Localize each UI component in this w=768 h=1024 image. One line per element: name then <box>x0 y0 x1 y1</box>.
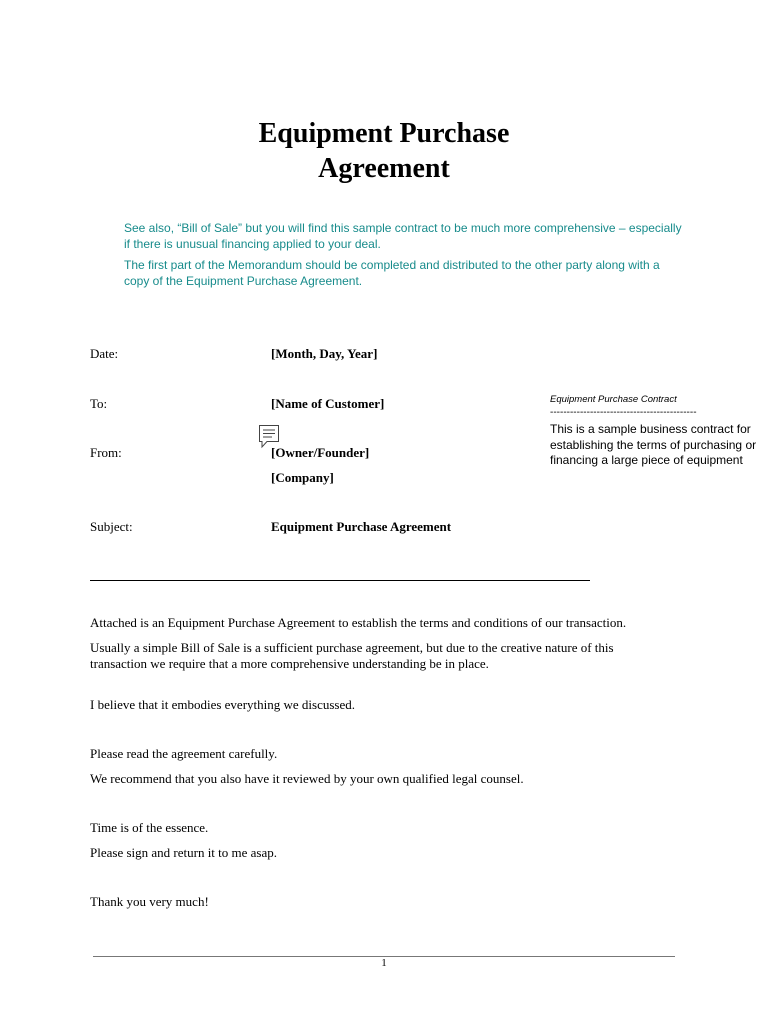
title-line-1: Equipment Purchase <box>258 118 510 149</box>
document-title <box>0 116 768 186</box>
sidebar-description: This is a sample business contract for establishing the terms of purchasing or financing a large piece of equipment <box>550 422 757 467</box>
body-paragraph-5: We recommend that you also have it reviewed by your own qualified legal counsel. <box>90 771 524 786</box>
body-paragraph-7: Please sign and return it to me asap. <box>90 845 278 860</box>
instruction-note-1: See also, “Bill of Sale” but you will find this sample contract to be much more comprehensive – especially if there is unusual financing applied to your deal. <box>124 221 682 251</box>
body-paragraph-3: I believe that it embodies everything we discussed. <box>90 697 355 712</box>
date-label: Date: <box>90 346 119 361</box>
to-value: [Name of Customer] <box>271 396 385 411</box>
body-paragraph-1: Attached is an Equipment Purchase Agreement to establish the terms and conditions of our transaction. <box>90 615 627 630</box>
company-value: [Company] <box>271 470 334 485</box>
subject-label: Subject: <box>90 519 133 534</box>
to-label: To: <box>90 396 108 411</box>
body-paragraph-8: Thank you very much! <box>90 894 209 909</box>
from-label: From: <box>90 445 122 460</box>
sidebar-divider: -------------------------------------------- <box>550 407 697 418</box>
instruction-note-2: The first part of the Memorandum should be completed and distributed to the other party along with a copy of the Equipment Purchase Agreement. <box>124 258 660 288</box>
section-divider <box>90 580 590 581</box>
subject-value: Equipment Purchase Agreement <box>271 519 452 534</box>
date-value: [Month, Day, Year] <box>271 346 378 361</box>
from-value: [Owner/Founder] <box>271 445 370 460</box>
sidebar-title: Equipment Purchase Contract <box>550 394 677 405</box>
title-line-2: Agreement <box>318 153 450 184</box>
body-paragraph-4: Please read the agreement carefully. <box>90 746 278 761</box>
page-number: 1 <box>381 957 387 969</box>
body-paragraph-6: Time is of the essence. <box>90 820 209 835</box>
body-paragraph-2: Usually a simple Bill of Sale is a sufficient purchase agreement, but due to the creative nature of this transaction we require that a more comprehensive understanding be in place. <box>90 640 614 671</box>
